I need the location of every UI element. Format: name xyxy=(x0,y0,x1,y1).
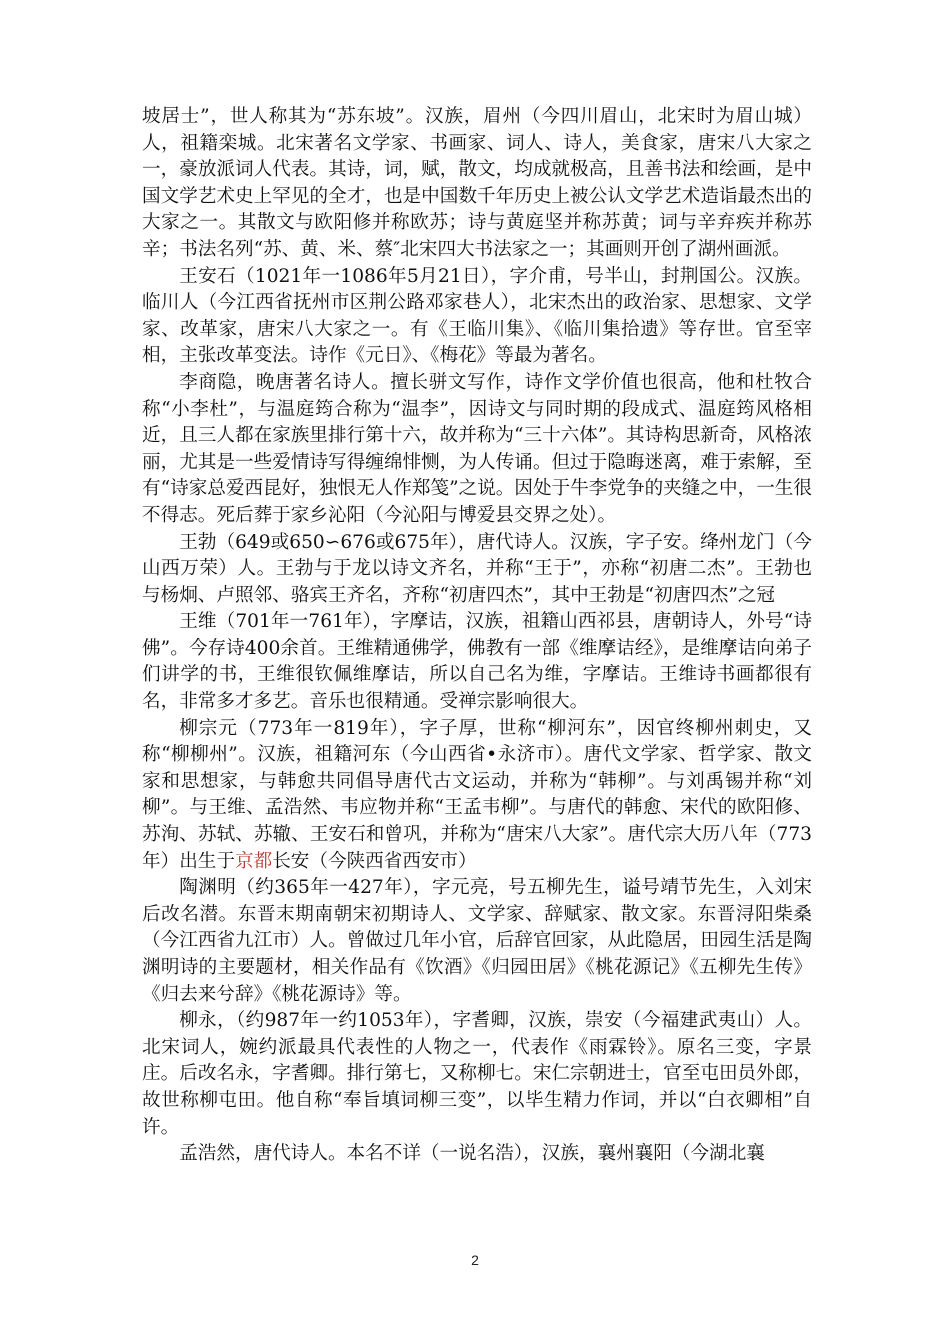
page-number: 2 xyxy=(471,1252,479,1268)
paragraph-liu-zongyuan-text: 柳宗元（773年一819年），字子厚，世称“柳河东”，因官终柳州刺史，又称“柳柳州”。汉族，祖籍河东（今山西省•永济市）。唐代文学家、哲学家、散文家和思想家，与韩愈共同倡导唐代古文运动，并称为“韩柳”。与刘禹锡并称“刘柳”。与王维、孟浩然、韦应物并称“王孟韦柳”。与唐代的韩愈、宋代的欧阳修、苏洵、苏轼、苏辙、王安石和曾巩，并称为“唐宋八大家”。唐代宗大历八年（773年）出生于 xyxy=(142,717,812,872)
paragraph-meng-haoran: 孟浩然，唐代诗人。本名不详（一说名浩），汉族，襄州襄阳（今湖北襄 xyxy=(179,1143,765,1165)
paragraph-liu-zongyuan xyxy=(142,716,812,876)
paragraph-su-shi: 坡居士”，世人称其为“苏东坡”。汉族，眉州（今四川眉山，北宋时为眉山城）人，祖籍栾城。北宋著名文学家、书画家、词人、诗人，美食家，唐宋八大家之一，豪放派词人代表。其诗，词，赋，散文，均成就极高，且善书法和绘画，是中国文学艺术史上罕见的全才，也是中国数千年历史上被公认文学艺术造诣最杰出的大家之一。其散文与欧阳修并称欧苏；诗与黄庭坚并称苏黄；词与辛弃疾并称苏辛；书法名列“苏、黄、米、蔡″北宋四大书法家之一；其画则开创了湖州画派。 xyxy=(142,106,812,260)
paragraph-wang-anshi: 王安石（1021年一1086年5月21日），字介甫，号半山，封荆国公。汉族。临川人（今江西省抚州市区荆公路邓家巷人），北宋杰出的政治家、思想家、文学家、改革家，唐宋八大家之一。有《王临川集》、《临川集拾遗》等存世。官至宰相，主张改革变法。诗作《元日》、《梅花》等最为著名。 xyxy=(142,265,812,367)
paragraph-wang-bo: 王勃（649或650∽676或675年），唐代诗人。汉族，字子安。绛州龙门（今山西万荣）人。王勃与于龙以诗文齐名，并称“王于”，亦称“初唐二杰”。王勃也与杨炯、卢照邻、骆宾王齐名，齐称“初唐四杰”，其中王勃是“初唐四杰”之冠 xyxy=(142,531,812,606)
paragraph-tao-yuanming: 陶渊明（约365年一427年），字元亮，号五柳先生，谥号靖节先生，入刘宋后改名潜。东晋末期南朝宋初期诗人、文学家、辞赋家、散文家。东晋浔阳柴桑（今江西省九江市）人。曾做过几年小官，后辞官回家，从此隐居，田园生活是陶渊明诗的主要题材，相关作品有《饮酒》《归园田居》《桃花源记》《五柳先生传》《归去来兮辞》《桃花源诗》等。 xyxy=(142,877,812,1005)
body-text xyxy=(142,104,812,1168)
paragraph-li-shangyin: 李商隐，晚唐著名诗人。擅长骈文写作，诗作文学价值也很高，他和杜牧合称“小李杜”，与温庭筠合称为“温李”，因诗文与同时期的段成式、温庭筠风格相近，且三人都在家族里排行第十六，故并称为“三十六体”。其诗构思新奇，风格浓丽，尤其是一些爱情诗写得缠绵悱恻，为人传诵。但过于隐晦迷离，难于索解，至有“诗家总爱西昆好，独恨无人作郑笺”之说。因处于牛李党争的夹缝之中，一生很不得志。死后葬于家乡沁阳（今沁阳与博爱县交界之处）。 xyxy=(142,371,812,526)
paragraph-liu-yong: 柳永，（约987年一约1053年），字耆卿，汉族，崇安（今福建武夷山）人。北宋词人，婉约派最具代表性的人物之一，代表作《雨霖铃》。原名三变，字景庄。后改名永，字耆卿。排行第七，又称柳七。宋仁宗朝进士，官至屯田员外郎，故世称柳屯田。他自称“奉旨填词柳三变”，以毕生精力作词，并以“白衣卿相”自许。 xyxy=(142,1010,812,1138)
highlighted-link-jingdu[interactable]: 京都 xyxy=(234,850,273,872)
paragraph-liu-zongyuan-tail: 长安（今陕西省西安市） xyxy=(272,850,477,872)
paragraph-wang-wei: 王维（701年一761年），字摩诘，汉族，祖籍山西祁县，唐朝诗人，外号“诗佛”。今存诗400余首。王维精通佛学，佛教有一部《维摩诘经》，是维摩诘向弟子们讲学的书，王维很钦佩维摩诘，所以自己名为维，字摩诘。王维诗书画都很有名，非常多才多艺。音乐也很精通。受禅宗影响很大。 xyxy=(142,611,812,713)
